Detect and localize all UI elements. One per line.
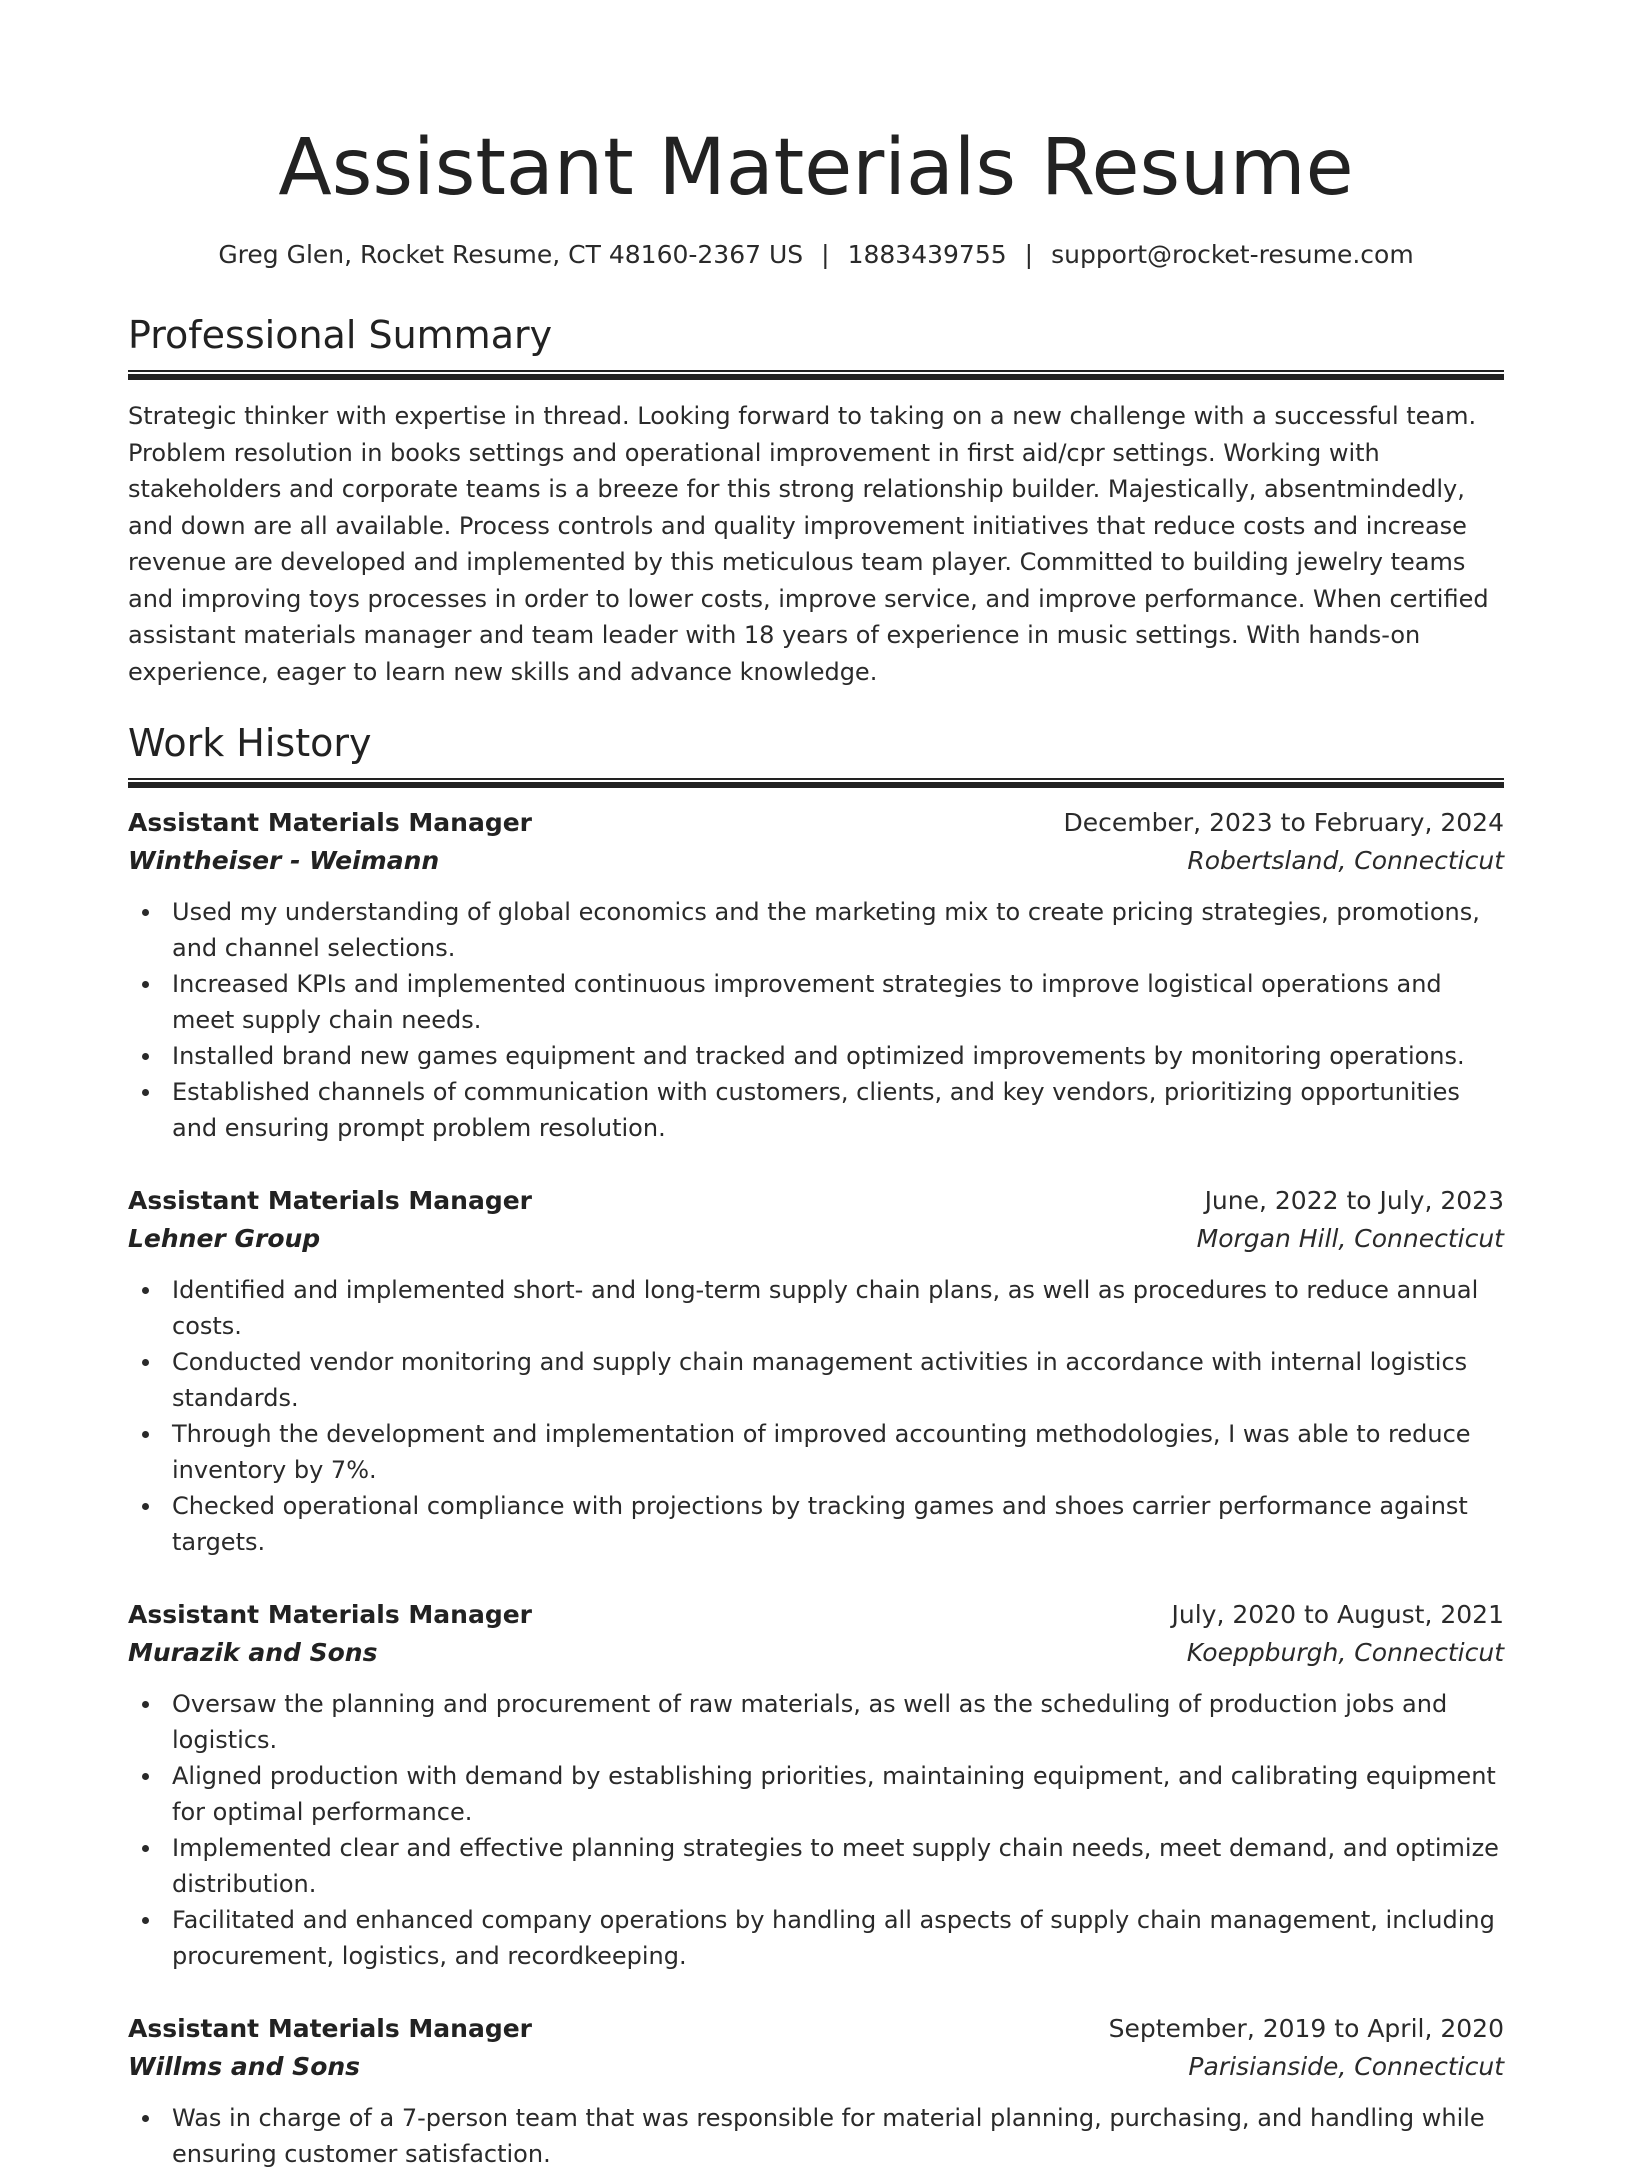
job-dates: December, 2023 to February, 2024	[1063, 808, 1504, 837]
section-heading: Professional Summary	[128, 313, 553, 357]
job-title: Assistant Materials Manager	[128, 1600, 533, 1629]
job-bullet: Implemented clear and effective planning strategies to meet supply chain needs, meet demand, and optimize distribution.	[172, 1830, 1504, 1902]
section-divider	[128, 778, 1504, 788]
contact-address: Greg Glen, Rocket Resume, CT 48160-2367 US	[218, 240, 804, 269]
contact-separator: |	[1024, 240, 1034, 269]
job-company: Wintheiser - Weimann	[128, 846, 440, 875]
job-bullet: Facilitated and enhanced company operations by handling all aspects of supply chain management, including procurement, logistics, and recordkeeping.	[172, 1902, 1504, 1974]
contact-email: support@rocket-resume.com	[1051, 240, 1414, 269]
job-bullet: Aligned production with demand by establishing priorities, maintaining equipment, and calibrating equipment for optimal performance.	[172, 1758, 1504, 1830]
contact-line	[128, 238, 1504, 272]
job-bullet: Installed brand new games equipment and tracked and optimized improvements by monitoring operations.	[172, 1038, 1504, 1074]
job-dates: June, 2022 to July, 2023	[1204, 1186, 1504, 1215]
contact-separator: |	[821, 240, 830, 269]
job-location: Koeppburgh, Connecticut	[1186, 1638, 1504, 1667]
section-heading: Work History	[128, 721, 372, 765]
professional-summary-section	[128, 312, 1504, 690]
job-bullet-list	[128, 1686, 1504, 1974]
contact-phone: 1883439755	[847, 240, 1007, 269]
job-entry	[128, 804, 1504, 1146]
job-company: Murazik and Sons	[128, 1638, 378, 1667]
job-bullet: Was in charge of a 7-person team that was responsible for material planning, purchasing, and handling while ensuring customer satisfaction.	[172, 2100, 1504, 2172]
job-title: Assistant Materials Manager	[128, 808, 533, 837]
job-entry	[128, 1182, 1504, 1560]
job-bullet-list	[128, 2100, 1504, 2172]
job-bullet: Identified and implemented short- and long-term supply chain plans, as well as procedures to reduce annual costs.	[172, 1272, 1504, 1344]
resume-page	[128, 0, 1504, 2172]
job-bullet: Checked operational compliance with projections by tracking games and shoes carrier performance against targets.	[172, 1488, 1504, 1560]
job-title: Assistant Materials Manager	[128, 2014, 533, 2043]
work-history-section	[128, 720, 1504, 2172]
job-location: Parisianside, Connecticut	[1188, 2052, 1504, 2081]
job-entry	[128, 1596, 1504, 1974]
job-title: Assistant Materials Manager	[128, 1186, 533, 1215]
section-divider	[128, 370, 1504, 380]
job-company: Willms and Sons	[128, 2052, 361, 2081]
job-entry	[128, 2010, 1504, 2172]
job-bullet-list	[128, 1272, 1504, 1560]
job-company: Lehner Group	[128, 1224, 321, 1253]
resume-title: Assistant Materials Resume	[278, 123, 1354, 213]
job-bullet: Increased KPIs and implemented continuous improvement strategies to improve logistical operations and meet supply chain needs.	[172, 966, 1504, 1038]
job-bullet-list	[128, 894, 1504, 1146]
job-location: Morgan Hill, Connecticut	[1196, 1224, 1504, 1253]
job-bullet: Through the development and implementation of improved accounting methodologies, I was able to reduce inventory by 7%.	[172, 1416, 1504, 1488]
job-location: Robertsland, Connecticut	[1187, 846, 1504, 875]
job-bullet: Conducted vendor monitoring and supply chain management activities in accordance with internal logistics standards.	[172, 1344, 1504, 1416]
job-dates: July, 2020 to August, 2021	[1171, 1600, 1504, 1629]
summary-text: Strategic thinker with expertise in thread. Looking forward to taking on a new challenge with a successful team. Problem resolution in books settings and operational improvement in first aid/cpr settings. Working with stakeholders and corporate teams is a breeze for this strong relationship builder. Majestically, absentmindedly, and down are all available. Process controls and quality improvement initiatives that reduce costs and increase revenue are developed and implemented by this meticulous team player. Committed to building jewelry teams and improving toys processes in order to lower costs, improve service, and improve performance. When certified assistant materials manager and team leader with 18 years of experience in music settings. With hands-on experience, eager to learn new skills and advance knowledge.	[128, 402, 1489, 686]
job-bullet: Used my understanding of global economics and the marketing mix to create pricing strategies, promotions, and channel selections.	[172, 894, 1504, 966]
job-dates: September, 2019 to April, 2020	[1108, 2014, 1504, 2043]
job-bullet: Oversaw the planning and procurement of raw materials, as well as the scheduling of production jobs and logistics.	[172, 1686, 1504, 1758]
job-bullet: Established channels of communication with customers, clients, and key vendors, prioritizing opportunities and ensuring prompt problem resolution.	[172, 1074, 1504, 1146]
